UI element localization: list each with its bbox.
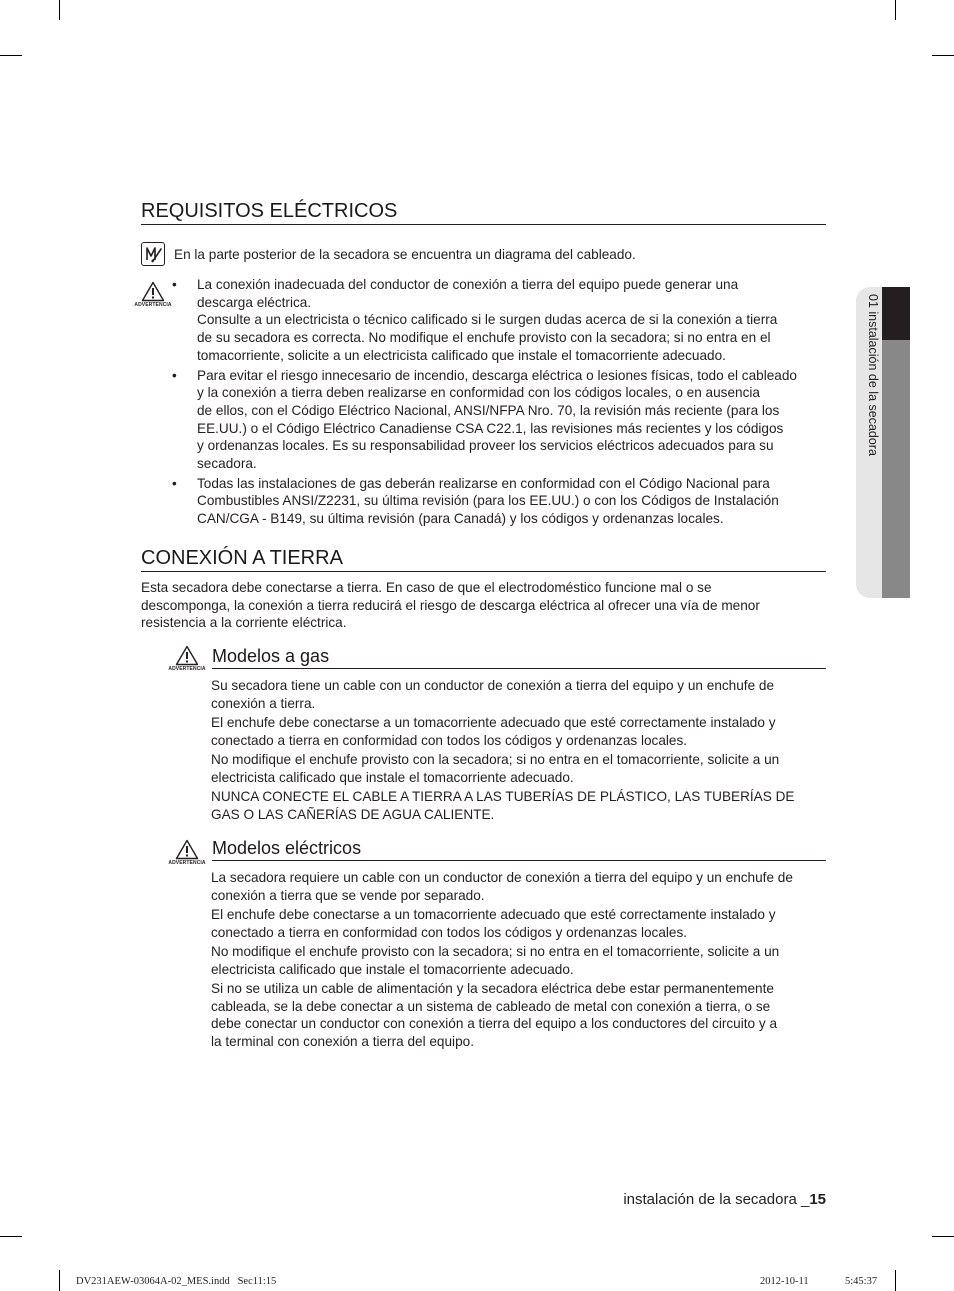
page-number: 15 xyxy=(809,1191,826,1208)
bullet-line: Combustibles ANSI/Z2231, su última revisión (para los EE.UU.) o con los Códigos de Instalación xyxy=(197,493,779,509)
paragraph xyxy=(211,980,841,1051)
bullet-line: Para evitar el riesgo innecesario de incendio, descarga eléctrica o lesiones físicas, todo el cableado xyxy=(197,367,797,383)
text-line: El enchufe debe conectarse a un tomacorriente adecuado que esté correctamente instalado y xyxy=(211,907,776,922)
chapter-tab-label: 01 instalación de la secadora xyxy=(866,294,880,456)
bullet-line: Consulte a un electricista o técnico calificado si le surgen dudas acerca de si la conexión a tierra xyxy=(197,312,778,328)
bullet-icon: • xyxy=(172,475,177,491)
text-line: NUNCA CONECTE EL CABLE A TIERRA A LAS TUBERÍAS DE PLÁSTICO, LAS TUBERÍAS DE xyxy=(211,789,795,804)
crop-mark xyxy=(59,1270,60,1291)
gas-models-text xyxy=(211,677,831,825)
chapter-tab-marker xyxy=(882,287,910,340)
text-line: conectado a tierra en conformidad con todos los códigos y ordenanzas locales. xyxy=(211,732,688,748)
paragraph xyxy=(211,788,831,823)
list-item xyxy=(172,276,837,365)
bullet-icon: • xyxy=(172,277,177,292)
bullet-line: y la conexión a tierra deben realizarse en conformidad con los códigos locales, o en ausencia xyxy=(197,385,760,401)
text-line: No modifique el enchufe provisto con la secadora; si no entra en el tomacorriente, solicite a un xyxy=(211,944,780,959)
section-title-electrical-requirements: REQUISITOS ELÉCTRICOS xyxy=(141,199,826,225)
bullet-line: Todas las instalaciones de gas deberán realizarse en conformidad con el Código Nacional para xyxy=(197,475,770,491)
text-line: Su secadora tiene un cable con un conductor de conexión a tierra del equipo y un enchufe de xyxy=(211,678,775,693)
bullet-line: y ordenanzas locales. Es su responsabilidad proveer los servicios eléctricos adecuados para su xyxy=(197,438,774,454)
text-line: GAS O LAS CAÑERÍAS DE AGUA CALIENTE. xyxy=(211,806,495,822)
text-line: No modifique el enchufe provisto con la secadora; si no entra en el tomacorriente, solicite a un xyxy=(211,752,780,767)
text-line: cableada, se la debe conectar a un sistema de cableado de metal con conexión a tierra, o se xyxy=(211,998,771,1014)
intro-line: descomponga, la conexión a tierra reducirá el riesgo de descarga eléctrica al ofrecer una vía de menor xyxy=(141,597,760,613)
bullet-line: de ellos, con el Código Eléctrico Nacional, ANSI/NFPA Nro. 70, la revisión más reciente (para los xyxy=(197,402,780,418)
section-title-grounding: CONEXIÓN A TIERRA xyxy=(141,546,826,572)
intro-line: Esta secadora debe conectarse a tierra. En caso de que el electrodoméstico funcione mal o se xyxy=(141,580,712,595)
note-icon xyxy=(141,242,165,266)
crop-mark xyxy=(59,0,60,20)
warning-icon xyxy=(164,839,210,867)
text-line: electricista calificado que instale el tomacorriente adecuado. xyxy=(211,961,574,977)
grounding-intro xyxy=(141,579,831,632)
text-line: El enchufe debe conectarse a un tomacorriente adecuado que esté correctamente instalado y xyxy=(211,715,776,730)
text-line: Si no se utiliza un cable de alimentación y la secadora eléctrica debe estar permanentemente xyxy=(211,981,774,996)
text-line: La secadora requiere un cable con un conductor de conexión a tierra del equipo y un enchufe de xyxy=(211,870,793,885)
warning-label: ADVERTENCIA xyxy=(134,302,172,308)
subsection-title-gas-models: Modelos a gas xyxy=(212,645,826,669)
subsection-title-electric-models: Modelos eléctricos xyxy=(212,837,826,861)
print-slug-file: DV231AEW-03064A-02_MES.indd Sec11:15 xyxy=(76,1276,277,1287)
print-slug-date: 2012-10-11 xyxy=(760,1276,809,1287)
text-line: conexión a tierra que se vende por separado. xyxy=(211,887,485,903)
chapter-tab-strip xyxy=(882,340,910,598)
warning-label: ADVERTENCIA xyxy=(168,860,206,866)
warning-icon xyxy=(130,281,176,309)
paragraph xyxy=(211,869,841,904)
warning-label: ADVERTENCIA xyxy=(168,666,206,672)
footer-text: instalación de la secadora _ xyxy=(623,1191,810,1208)
bullet-line: CAN/CGA - B149, su última revisión (para Canadá) y los códigos y ordenanzas locales. xyxy=(197,511,724,527)
crop-mark xyxy=(932,55,954,56)
paragraph xyxy=(211,906,841,941)
warning-icon xyxy=(164,645,210,673)
list-item xyxy=(172,475,837,528)
paragraph xyxy=(211,714,831,749)
paragraph xyxy=(211,677,831,712)
bullet-line: La conexión inadecuada del conductor de conexión a tierra del equipo puede generar una xyxy=(197,277,739,292)
crop-mark xyxy=(895,0,896,20)
bullet-line: tomacorriente, solicite a un electricista calificado que instale el tomacorriente adecuado. xyxy=(197,347,726,363)
bullet-line: descarga eléctrica. xyxy=(197,294,312,310)
bullet-line: EE.UU.) o el Código Eléctrico Canadiense CSA C22.1, las revisiones más recientes y los códigos xyxy=(197,420,784,436)
paragraph xyxy=(211,751,831,786)
crop-mark xyxy=(0,1236,22,1237)
bullet-line: secadora. xyxy=(197,456,257,472)
paragraph xyxy=(211,943,841,978)
electric-models-text xyxy=(211,869,841,1052)
electrical-warnings-list xyxy=(172,276,837,528)
crop-mark xyxy=(0,55,22,56)
crop-mark xyxy=(932,1236,954,1237)
crop-mark xyxy=(895,1270,896,1291)
bullet-icon: • xyxy=(172,367,177,383)
wiring-diagram-note: En la parte posterior de la secadora se encuentra un diagrama del cableado. xyxy=(174,247,636,262)
print-slug-time: 5:45:37 xyxy=(845,1276,878,1287)
page-footer xyxy=(623,1191,826,1208)
list-item xyxy=(172,367,837,473)
text-line: conexión a tierra. xyxy=(211,695,316,711)
bullet-line: de su secadora es correcta. No modifique el enchufe provisto con la secadora; si no entra en el xyxy=(197,330,771,346)
text-line: conectado a tierra en conformidad con todos los códigos y ordenanzas locales. xyxy=(211,924,688,940)
text-line: electricista calificado que instale el tomacorriente adecuado. xyxy=(211,769,574,785)
text-line: la terminal con conexión a tierra del equipo. xyxy=(211,1034,474,1050)
intro-line: resistencia a la corriente eléctrica. xyxy=(141,615,347,631)
text-line: debe conectar un conductor con conexión a tierra del equipo a los conductores del circuito y a xyxy=(211,1016,777,1032)
